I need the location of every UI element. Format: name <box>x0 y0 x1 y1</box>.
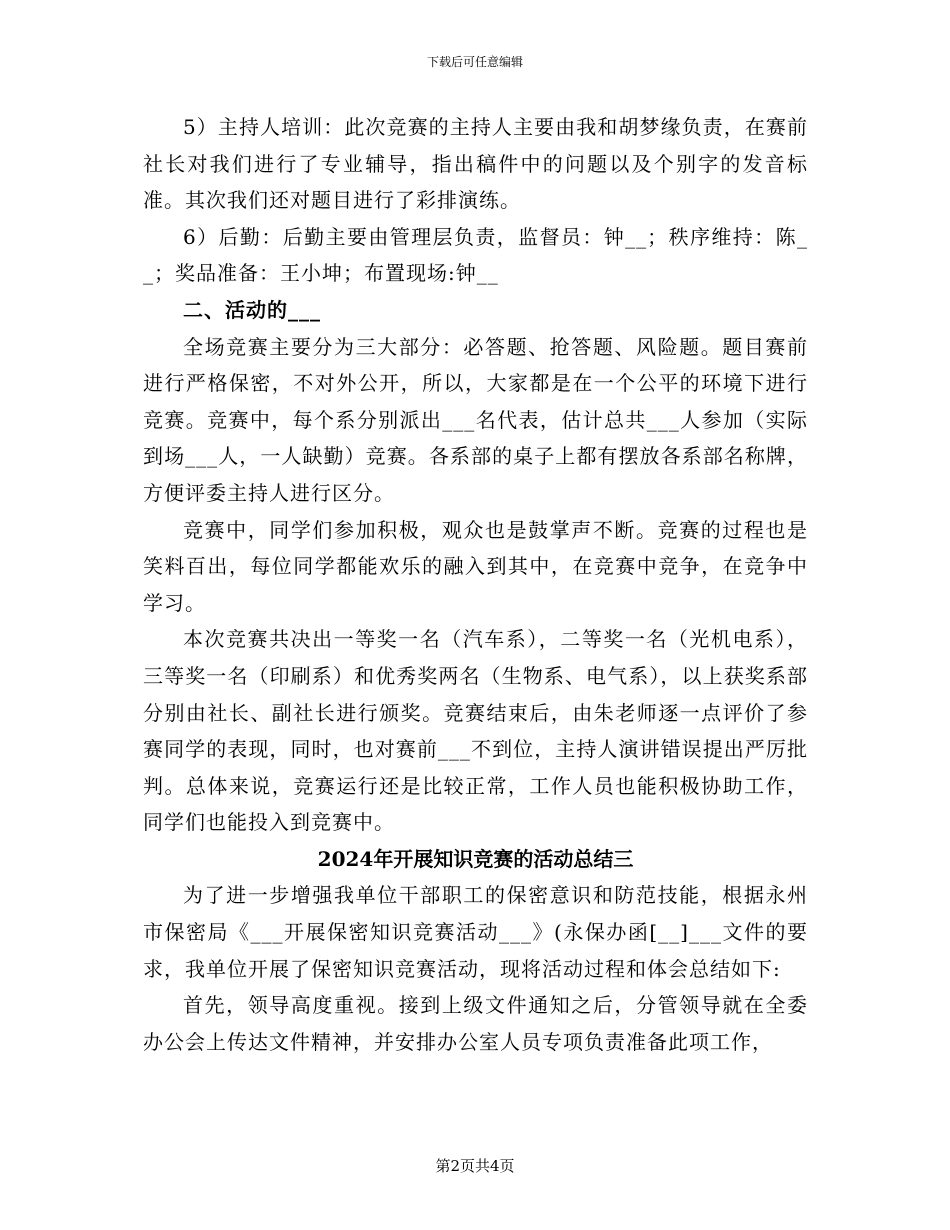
paragraph-host-training: 5）主持人培训：此次竞赛的主持人主要由我和胡梦缘负责，在赛前社长对我们进行了专业辅导，指出稿件中的问题以及个别字的发音标准。其次我们还对题目进行了彩排演练。 <box>143 115 808 213</box>
paragraph-logistics: 6）后勤：后勤主要由管理层负责，监督员：钟__；秩序维持：陈__；奖品准备：王小坤；布置现场:钟__ <box>143 224 808 286</box>
page-footer: 第2页共4页 <box>435 1157 515 1175</box>
section-title: 2024年开展知识竞赛的活动总结三 <box>317 846 634 871</box>
paragraph-atmosphere: 竞赛中，同学们参加积极，观众也是鼓掌声不断。竞赛的过程也是笑料百出，每位同学都能欢乐的融入到其中，在竞赛中竞争，在竞争中学习。 <box>143 517 808 615</box>
section-heading: 二、活动的___ <box>183 297 321 322</box>
paragraph-results: 本次竞赛共决出一等奖一名（汽车系），二等奖一名（光机电系），三等奖一名（印刷系）和优秀奖两名（生物系、电气系），以上获奖系部分别由社长、副社长进行颁奖。竞赛结束后，由朱老师逐一点评价了参赛同学的表现，同时，也对赛前___不到位，主持人演讲错误提出严厉批判。总体来说，竞赛运行还是比较正常，工作人员也能积极协助工作，同学们也能投入到竞赛中。 <box>143 627 808 835</box>
paragraph-leadership: 首先，领导高度重视。接到上级文件通知之后，分管领导就在全委办公会上传达文件精神，并安排办公室人员专项负责准备此项工作， <box>143 993 808 1054</box>
page-header: 下载后可任意编辑 <box>426 55 523 69</box>
paragraph-competition-structure: 全场竞赛主要分为三大部分：必答题、抢答题、风险题。题目赛前进行严格保密，不对外公开，所以，大家都是在一个公平的环境下进行竞赛。竞赛中，每个系分别派出___名代表，估计总共___人参加（实际到场___人，一人缺勤）竞赛。各系部的桌子上都有摆放各系部名称牌，方便评委主持人进行区分。 <box>143 334 808 505</box>
document-body <box>143 109 808 1060</box>
paragraph-intro: 为了进一步增强我单位干部职工的保密意识和防范技能，根据永州市保密局《___开展保密知识竞赛活动___》(永保办函[__]___文件的要求，我单位开展了保密知识竞赛活动，现将活动过程和体会总结如下: <box>143 883 808 981</box>
